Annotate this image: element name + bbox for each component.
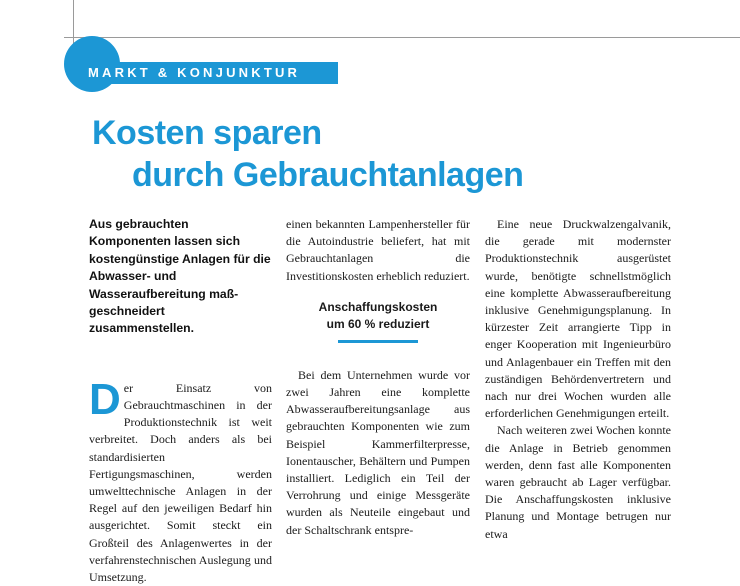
lead-paragraph: Aus gebrauchten Komponenten lassen sich kostengünstige Anlagen für die Abwasser- und Wasseraufbereitung maß-geschneidert zusammenstellen.: [89, 217, 271, 336]
col3-paragraph-2: Nach weiteren zwei Wochen konnte die Anlage in Betrieb genommen werden, denn fast alle Komponenten waren gebraucht ab Lager verfügbar. Die Anschaffungskosten inklusive Planung und Montage betrugen nur etwa: [485, 423, 671, 541]
column-3: [485, 216, 671, 543]
decorative-horizontal-rule: [64, 37, 740, 38]
column-2: [286, 216, 470, 539]
article-title: [92, 112, 712, 196]
title-line-2: durch Gebrauchtanlagen: [132, 156, 524, 194]
column-1: [89, 216, 272, 586]
col1-paragraph-1: er Einsatz von Gebrauchtmaschinen in der Produktionstechnik ist weit verbreitet. Doch anders als bei standardisierten Fertigungsmaschinen, werden umwelttechnische Anlagen in der Regel auf den jeweiligen Bedarf hin ausgerichtet. Somit steckt ein Großteil des Anlagenwertes in der verfahrenstechnischen Auslegung und Umsetzung.: [89, 380, 272, 585]
section-header: MARKT & KONJUNKTUR: [82, 62, 338, 84]
col2-paragraph-2: Bei dem Unternehmen wurde vor zwei Jahren eine komplette Abwasseraufbereitungsanlage aus gebrauchten Komponenten wie zum Beispiel Kammerfilterpresse, Ionentauscher, Behältern und Pumpen installiert. Lediglich ein Teil der Verrohrung und einige Messgeräte wurden als Neuteile eingebaut und der Schaltschrank entspre-: [286, 367, 470, 537]
subheading-line-1: Anschaffungskosten: [318, 299, 438, 314]
subheading-line-2: um 60 % reduziert: [326, 316, 430, 331]
column-1-body: [89, 374, 272, 586]
title-line-1: Kosten sparen: [92, 114, 322, 152]
col3-paragraph-1: Eine neue Druckwalzengalvanik, die gerade mit modernster Produktionstechnik ausgerüstet wurde, benötigte schnellstmöglich eine komplette Abwasseraufbereitung inklusive Genehmigungsplanung. In kürzester Zeit arrangierte Tipp in enger Kooperation mit Ingenieurbüro und Anlagenbauer ein Treffen mit den zuständigen Behördenvertretern und nach nur drei Wochen wurden alle erforderlichen Genehmigungen erteilt.: [485, 217, 671, 421]
drop-cap: D: [89, 374, 121, 424]
subheading-rule: [338, 340, 418, 343]
subheading: [286, 299, 470, 333]
col2-paragraph-1: einen bekannten Lampenhersteller für die Autoindustrie beliefert, hat mit Gebrauchtanlagen die Investitionskosten erheblich reduziert.: [286, 217, 470, 283]
